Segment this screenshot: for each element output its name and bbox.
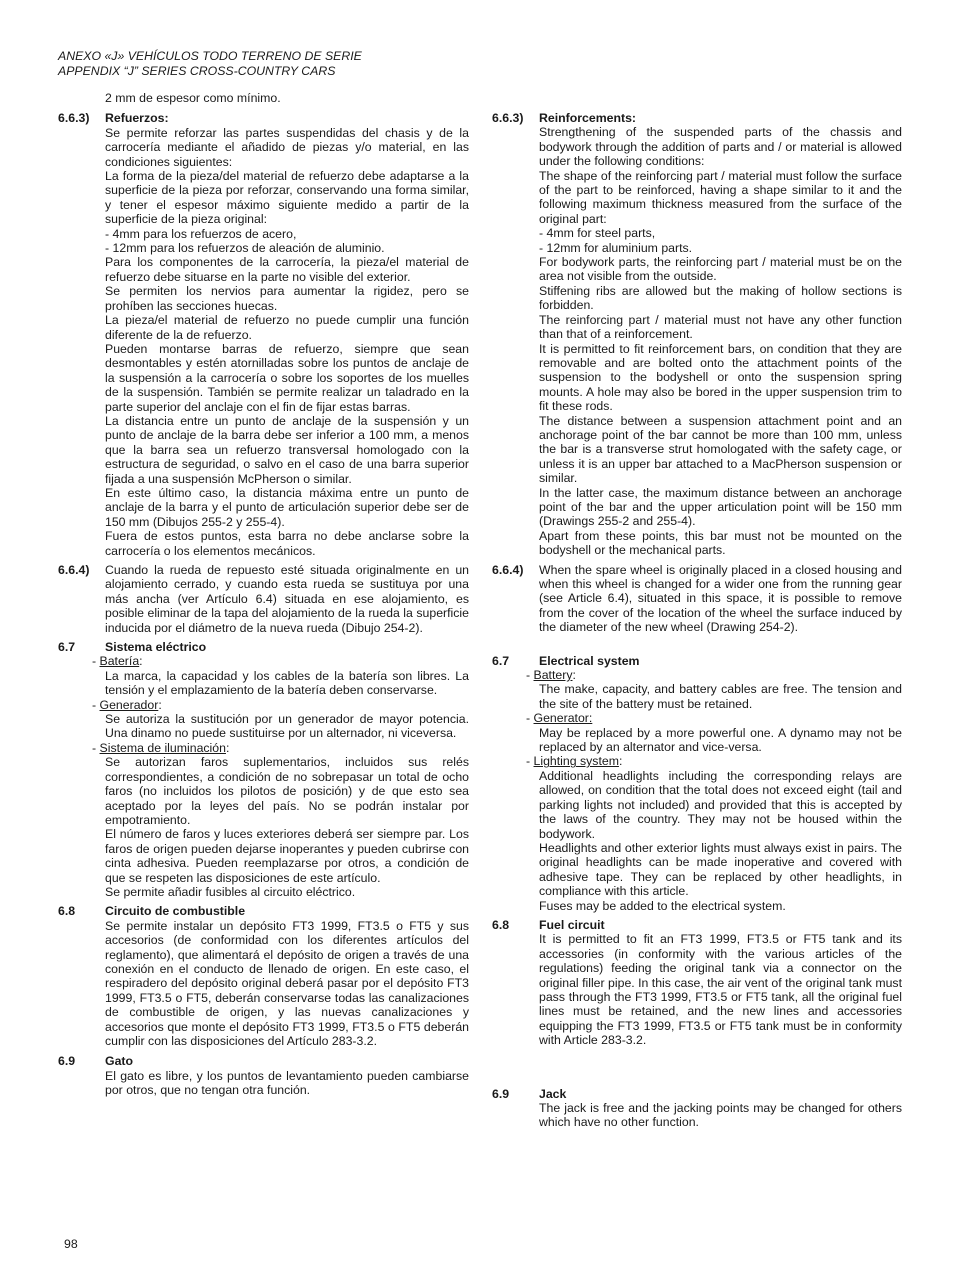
lighting-label: - Lighting system: <box>526 754 623 769</box>
page-header <box>58 49 362 78</box>
section-number: 6.6.3) <box>58 111 90 126</box>
header-line-en: APPENDIX “J” SERIES CROSS-COUNTRY CARS <box>58 63 336 78</box>
battery-label: - Batería: <box>92 654 143 669</box>
section-title: Jack <box>539 1086 567 1101</box>
paragraph: The shape of the reinforcing part / material must follow the surface of the part to be reinforced, having a shape similar to it and the following maximum thickness measured from the surface of the original part: <box>539 168 902 226</box>
section-6-6-4 <box>492 563 902 635</box>
paragraph: Stiffening ribs are allowed but the making of hollow sections is forbidden. <box>539 283 902 313</box>
section-title: Gato <box>105 1054 134 1069</box>
section-title: Reinforcements: <box>539 111 637 125</box>
section-6-7 <box>492 654 902 913</box>
paragraph: It is permitted to fit an FT3 1999, FT3.5 or FT5 tank and its accessories (in conformity with the various articles of the regulations) feeding the original tank via a connector on the original filler pipe. In this case, the air vent of the original tank must pass through the FT3 1999, FT3.5 or FT5 tank, all the original fuel lines must be retained, and the new lines and accessories equipping the FT3 1999, FT3.5 or FT5 tank must be in conformity with Article 283-3.2. <box>539 932 902 1048</box>
generator-label: - Generator: <box>526 711 593 726</box>
paragraph: In the latter case, the maximum distance between an anchorage point of the bar and the upper articulation point will be 150 mm (Drawings 255-2 and 255-4). <box>539 485 902 529</box>
paragraph: La marca, la capacidad y los cables de la batería son libres. La tensión y el emplazamiento de la batería deben conservarse. <box>105 668 469 698</box>
section-number: 6.9 <box>492 1086 510 1101</box>
list-line: - 4mm para los refuerzos de acero, <box>105 226 297 241</box>
section-number: 6.9 <box>58 1054 76 1069</box>
paragraph: Pueden montarse barras de refuerzo, siempre que sean desmontables y estén atornilladas sobre los puntos de anclaje de la suspensión a la carrocería o sobre los soportes de los muelles de la suspensión. También se permite realizar un taladrado en la parte superior del anclaje con el fin de fijar estas barras. <box>105 341 469 414</box>
section-6-6-3 <box>492 111 902 558</box>
paragraph: Apart from these points, this bar must not be mounted on the bodyshell or the mechanical parts. <box>539 528 902 558</box>
paragraph: It is permitted to fit reinforcement bars, on condition that they are removable and are bolted onto the attachment points of the suspension to the bodyshell or onto the suspension spring mounts. A hole may also be bored in the upper suspension trim to fit these rods. <box>539 341 902 414</box>
section-6-8 <box>492 918 902 1048</box>
paragraph: Se autorizan faros suplementarios, incluidos sus relés correspondientes, a condición de no sobrepasar un total de ocho faros (no incluidos los pilotos de posición) y de que esto sea aceptado por la leyes del país. No se podrán instalar por empotramiento. <box>105 755 469 827</box>
paragraph: Additional headlights including the corresponding relays are allowed, on condition that the total does not exceed eight (tail and parking lights not included) and provided that this is accepted by the laws of the country. They may not be housed within the bodywork. <box>539 768 902 841</box>
paragraph: Para los componentes de la carrocería, la pieza/el material de refuerzo debe situarse en la parte no visible del exterior. <box>105 255 469 284</box>
battery-label: - Battery: <box>526 668 576 683</box>
section-number: 6.6.4) <box>492 562 524 577</box>
section-number: 6.8 <box>58 904 76 919</box>
section-number: 6.6.4) <box>58 563 90 577</box>
header-line-es: ANEXO «J» VEHÍCULOS TODO TERRENO DE SERIE <box>58 49 362 63</box>
list-line: - 12mm para los refuerzos de aleación de aluminio. <box>105 241 385 256</box>
paragraph: May be replaced by a more powerful one. A dynamo may not be replaced by an alternator and vice-versa. <box>539 725 902 755</box>
paragraph: Fuses may be added to the electrical system. <box>539 898 786 913</box>
column-english <box>492 91 902 1130</box>
paragraph: Se permite añadir fusibles al circuito eléctrico. <box>105 884 356 899</box>
paragraph: Se permite instalar un depósito FT3 1999, FT3.5 o FT5 y sus accesorios (de conformidad con los diferentes artículos del reglamento), que alimentará el depósito de origen a través de una conexión en el conducto de llenado de origen. En este caso, el respiradero del depósito original deberá pasar por el depósito FT3 1999, FT3.5 o FT5, deberán conservarse todas las canalizaciones de combustible de origen, y las nuevas canalizaciones y accesorios que monte el depósito FT3 1999, FT3.5 o FT5 deberán cumplir con las disposiciones del Artículo 283-3.2. <box>105 918 469 1048</box>
paragraph: Cuando la rueda de repuesto esté situada originalmente en un alojamiento cerrado, y cuando esta rueda se sustituya por una más ancha (ver Artículo 6.4) situada en ese alojamiento, es posible eliminar de la tapa del alojamiento de la rueda la superficie inducida por el diámetro de la nueva rueda (Dibujo 254-2). <box>105 563 469 635</box>
lighting-label: - Sistema de iluminación: <box>92 740 230 755</box>
paragraph: La pieza/el material de refuerzo no puede cumplir una función diferente de la de refuerzo. <box>105 313 469 342</box>
paragraph: Strengthening of the suspended parts of the chassis and bodywork through the addition of parts and / or material is allowed under the following conditions: <box>539 125 902 169</box>
section-6-6-4 <box>58 563 469 635</box>
paragraph: El gato es libre, y los puntos de levantamiento pueden cambiarse por otros, que no tengan otra función. <box>105 1068 469 1098</box>
paragraph: When the spare wheel is originally placed in a closed housing and when this wheel is changed for a wider one from the running gear (see Article 6.4), situated in this space, it is possible to remove from the cover of the location of the wheel the surface induced by the diameter of the new wheel (Drawing 254-2). <box>539 562 902 635</box>
section-6-9 <box>492 1087 902 1130</box>
list-line: - 12mm for aluminium parts. <box>539 240 693 255</box>
paragraph: El número de faros y luces exteriores deberá ser siempre par. Los faros de origen pueden dejarse inoperantes y pueden cubrirse con cinta adhesiva. Pueden reemplazarse por otros, a condición de que se respeten las disposiciones de este artículo. <box>105 827 469 885</box>
paragraph: La distancia entre un punto de anclaje de la suspensión y un punto de anclaje de la barra debe ser inferior a 100 mm, a menos que la barra sea un refuerzo transversal homologado con la estructura de seguridad, o salvo en el caso de una barra superior fijada a una suspensión McPherson o similar. <box>105 413 469 486</box>
section-6-6-3 <box>58 111 469 558</box>
section-title: Circuito de combustible <box>105 904 246 919</box>
column-spanish <box>58 91 469 1098</box>
section-title: Refuerzos: <box>105 111 169 126</box>
section-title: Electrical system <box>539 653 640 668</box>
section-number: 6.7 <box>492 653 510 668</box>
continued-text: 2 mm de espesor como mínimo. <box>105 91 281 105</box>
paragraph: La forma de la pieza/del material de refuerzo debe adaptarse a la superficie de la pieza por reforzar, conservando una forma similar, y tener el espesor máximo siguiente medido a partir de la superficie de la pieza original: <box>105 169 469 227</box>
page-number: 98 <box>64 1237 78 1251</box>
section-number: 6.8 <box>492 917 510 932</box>
section-6-7 <box>58 640 469 899</box>
section-6-8 <box>58 904 469 1048</box>
list-line: - 4mm for steel parts, <box>539 226 656 241</box>
paragraph: Se autoriza la sustitución por un generador de mayor potencia. Una dinamo no puede sustituirse por un alternador, ni viceversa. <box>105 712 469 741</box>
paragraph: The distance between a suspension attachment point and an anchorage point of the bar cannot be more than 100 mm, unless the bar is a transverse strut homologated with the safety cage, or unless it is an upper bar attached to a MacPherson suspension or similar. <box>539 413 902 486</box>
section-number: 6.7 <box>58 640 76 655</box>
section-6-9 <box>58 1054 469 1097</box>
section-title: Sistema eléctrico <box>105 640 207 655</box>
paragraph: Headlights and other exterior lights must always exist in pairs. The original headlights can be made inoperative and covered with adhesive tape. They can be replaced by other headlights, in compliance with this article. <box>539 840 902 899</box>
paragraph: Se permite reforzar las partes suspendidas del chasis y de la carrocería mediante el añadido de piezas y/o material, en las condiciones siguientes: <box>105 125 469 169</box>
paragraph: En este último caso, la distancia máxima entre un punto de anclaje de la barra y el punto de articulación superior debe ser de 150 mm (Dibujos 255-2 y 255-4). <box>105 485 469 529</box>
section-title: Fuel circuit <box>539 917 605 932</box>
paragraph: Se permiten los nervios para aumentar la rigidez, pero se prohíben las secciones huecas. <box>105 284 469 313</box>
paragraph: The reinforcing part / material must not have any other function than that of a reinforcement. <box>539 312 902 342</box>
generator-label: - Generador: <box>92 697 162 712</box>
section-number: 6.6.3) <box>492 111 524 125</box>
paragraph: The make, capacity, and battery cables are free. The tension and the site of the battery must be retained. <box>539 682 902 711</box>
paragraph: The jack is free and the jacking points may be changed for others which have no other function. <box>539 1101 902 1130</box>
paragraph: For bodywork parts, the reinforcing part / material must be on the area not visible from the outside. <box>539 255 902 284</box>
paragraph: Fuera de estos puntos, esta barra no debe anclarse sobre la carrocería o los elementos mecánicos. <box>105 529 469 558</box>
